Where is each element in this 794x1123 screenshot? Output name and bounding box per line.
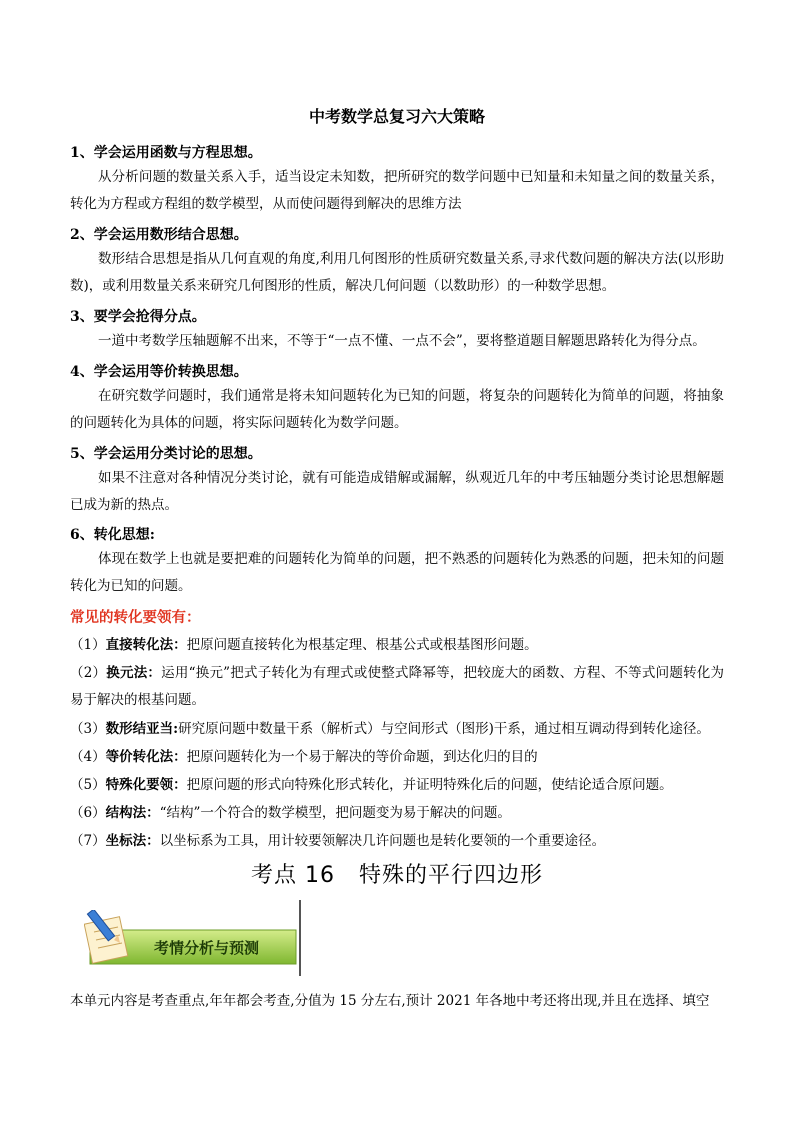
method-name: 直接转化法： bbox=[105, 637, 187, 653]
section-heading-4: 4、学会运用等价转换思想。 bbox=[70, 364, 248, 380]
method-item-1 bbox=[70, 632, 724, 659]
notebook-pencil-icon bbox=[84, 910, 128, 963]
method-text: 把原问题直接转化为根基定理、根基公式或根基图形问题。 bbox=[186, 637, 538, 653]
method-name: 等价转化法： bbox=[105, 749, 187, 765]
method-text: “结构”一个符合的数学模型，把问题变为易于解决的问题。 bbox=[159, 805, 511, 821]
intro-paragraph: 本单元内容是考查重点,年年都会考查,分值为 15 分左右,预计 2021 年各地中考还将出现,并且在选择、填空 bbox=[70, 993, 710, 1009]
method-name: 坐标法： bbox=[105, 833, 160, 849]
section-body-4: 在研究数学问题时，我们通常是将未知问题转化为已知的问题，将复杂的问题转化为简单的问题，将抽象的问题转化为具体的问题，将实际问题转化为数学问题。 bbox=[70, 388, 724, 431]
topic-title: 特殊的平行四边形 bbox=[358, 863, 543, 888]
method-text: 以坐标系为工具，用计较要领解决几许问题也是转化要领的一个重要途径。 bbox=[159, 833, 606, 849]
method-item-2 bbox=[70, 660, 724, 714]
method-text: 运用“换元”把式子转化为有理式或使整式降幂等，把较庞大的函数、方程、不等式问题转化为易于解决的根基问题。 bbox=[70, 665, 725, 708]
section-body-6: 体现在数学上也就是要把难的问题转化为简单的问题，把不熟悉的问题转化为熟悉的问题，把未知的问题转化为已知的问题。 bbox=[70, 551, 724, 594]
section-heading-3: 3、要学会抢得分点。 bbox=[70, 309, 206, 325]
method-text: 研究原问题中数量干系（解析式）与空间形式（图形)干系，通过相互调动得到转化途径。 bbox=[178, 721, 710, 737]
section-heading-2: 2、学会运用数形结合思想。 bbox=[70, 227, 248, 243]
analysis-badge bbox=[84, 910, 298, 968]
document-title: 中考数学总复习六大策略 bbox=[308, 107, 485, 126]
section-body-1: 从分析问题的数量关系入手，适当设定未知数，把所研究的数学问题中已知量和未知量之间的数量关系，转化为方程或方程组的数学模型，从而使问题得到解决的思维方法 bbox=[70, 169, 724, 212]
method-item-6 bbox=[70, 800, 724, 827]
section-heading-6: 6、转化思想: bbox=[70, 527, 155, 543]
method-item-4 bbox=[70, 744, 724, 771]
method-num: （4） bbox=[70, 749, 106, 765]
method-item-3 bbox=[70, 716, 724, 743]
section-body-2: 数形结合思想是指从几何直观的角度,利用几何图形的性质研究数量关系,寻求代数问题的解决方法(以形助数)，或利用数量关系来研究几何图形的性质，解决几何问题（以数助形）的一种数学思想。 bbox=[70, 251, 724, 294]
method-num: （6） bbox=[70, 805, 106, 821]
section-heading-1: 1、学会运用函数与方程思想。 bbox=[70, 145, 262, 161]
section-heading-5: 5、学会运用分类讨论的思想。 bbox=[70, 446, 262, 462]
section-body-3: 一道中考数学压轴题解不出来，不等于“一点不懂、一点不会”，要将整道题目解题思路转化为得分点。 bbox=[98, 333, 706, 349]
method-name: 数形结亚当: bbox=[105, 721, 179, 737]
method-item-5 bbox=[70, 772, 724, 799]
methods-heading: 常见的转化要领有： bbox=[70, 609, 201, 626]
method-num: （5） bbox=[70, 777, 106, 793]
topic-number: 考点 16 bbox=[250, 863, 335, 888]
topic-heading bbox=[0, 858, 794, 889]
divider-line bbox=[299, 900, 301, 976]
method-num: （1） bbox=[70, 637, 106, 653]
method-text: 把原问题的形式向特殊化形式转化，并证明特殊化后的问题，使结论适合原问题。 bbox=[186, 777, 673, 793]
method-num: （7） bbox=[70, 833, 106, 849]
section-body-5: 如果不注意对各种情况分类讨论，就有可能造成错解或漏解，纵观近几年的中考压轴题分类讨论思想解题已成为新的热点。 bbox=[70, 470, 724, 513]
method-item-7 bbox=[70, 828, 724, 855]
badge-graphic bbox=[84, 910, 298, 968]
method-name: 特殊化要领： bbox=[105, 777, 187, 793]
method-num: （3） bbox=[70, 721, 106, 737]
method-name: 换元法： bbox=[106, 665, 162, 681]
method-text: 把原问题转化为一个易于解决的等价命题，到达化归的目的 bbox=[186, 749, 538, 765]
method-name: 结构法： bbox=[105, 805, 160, 821]
method-num: （2） bbox=[70, 665, 107, 681]
badge-label: 考情分析与预测 bbox=[154, 939, 260, 957]
